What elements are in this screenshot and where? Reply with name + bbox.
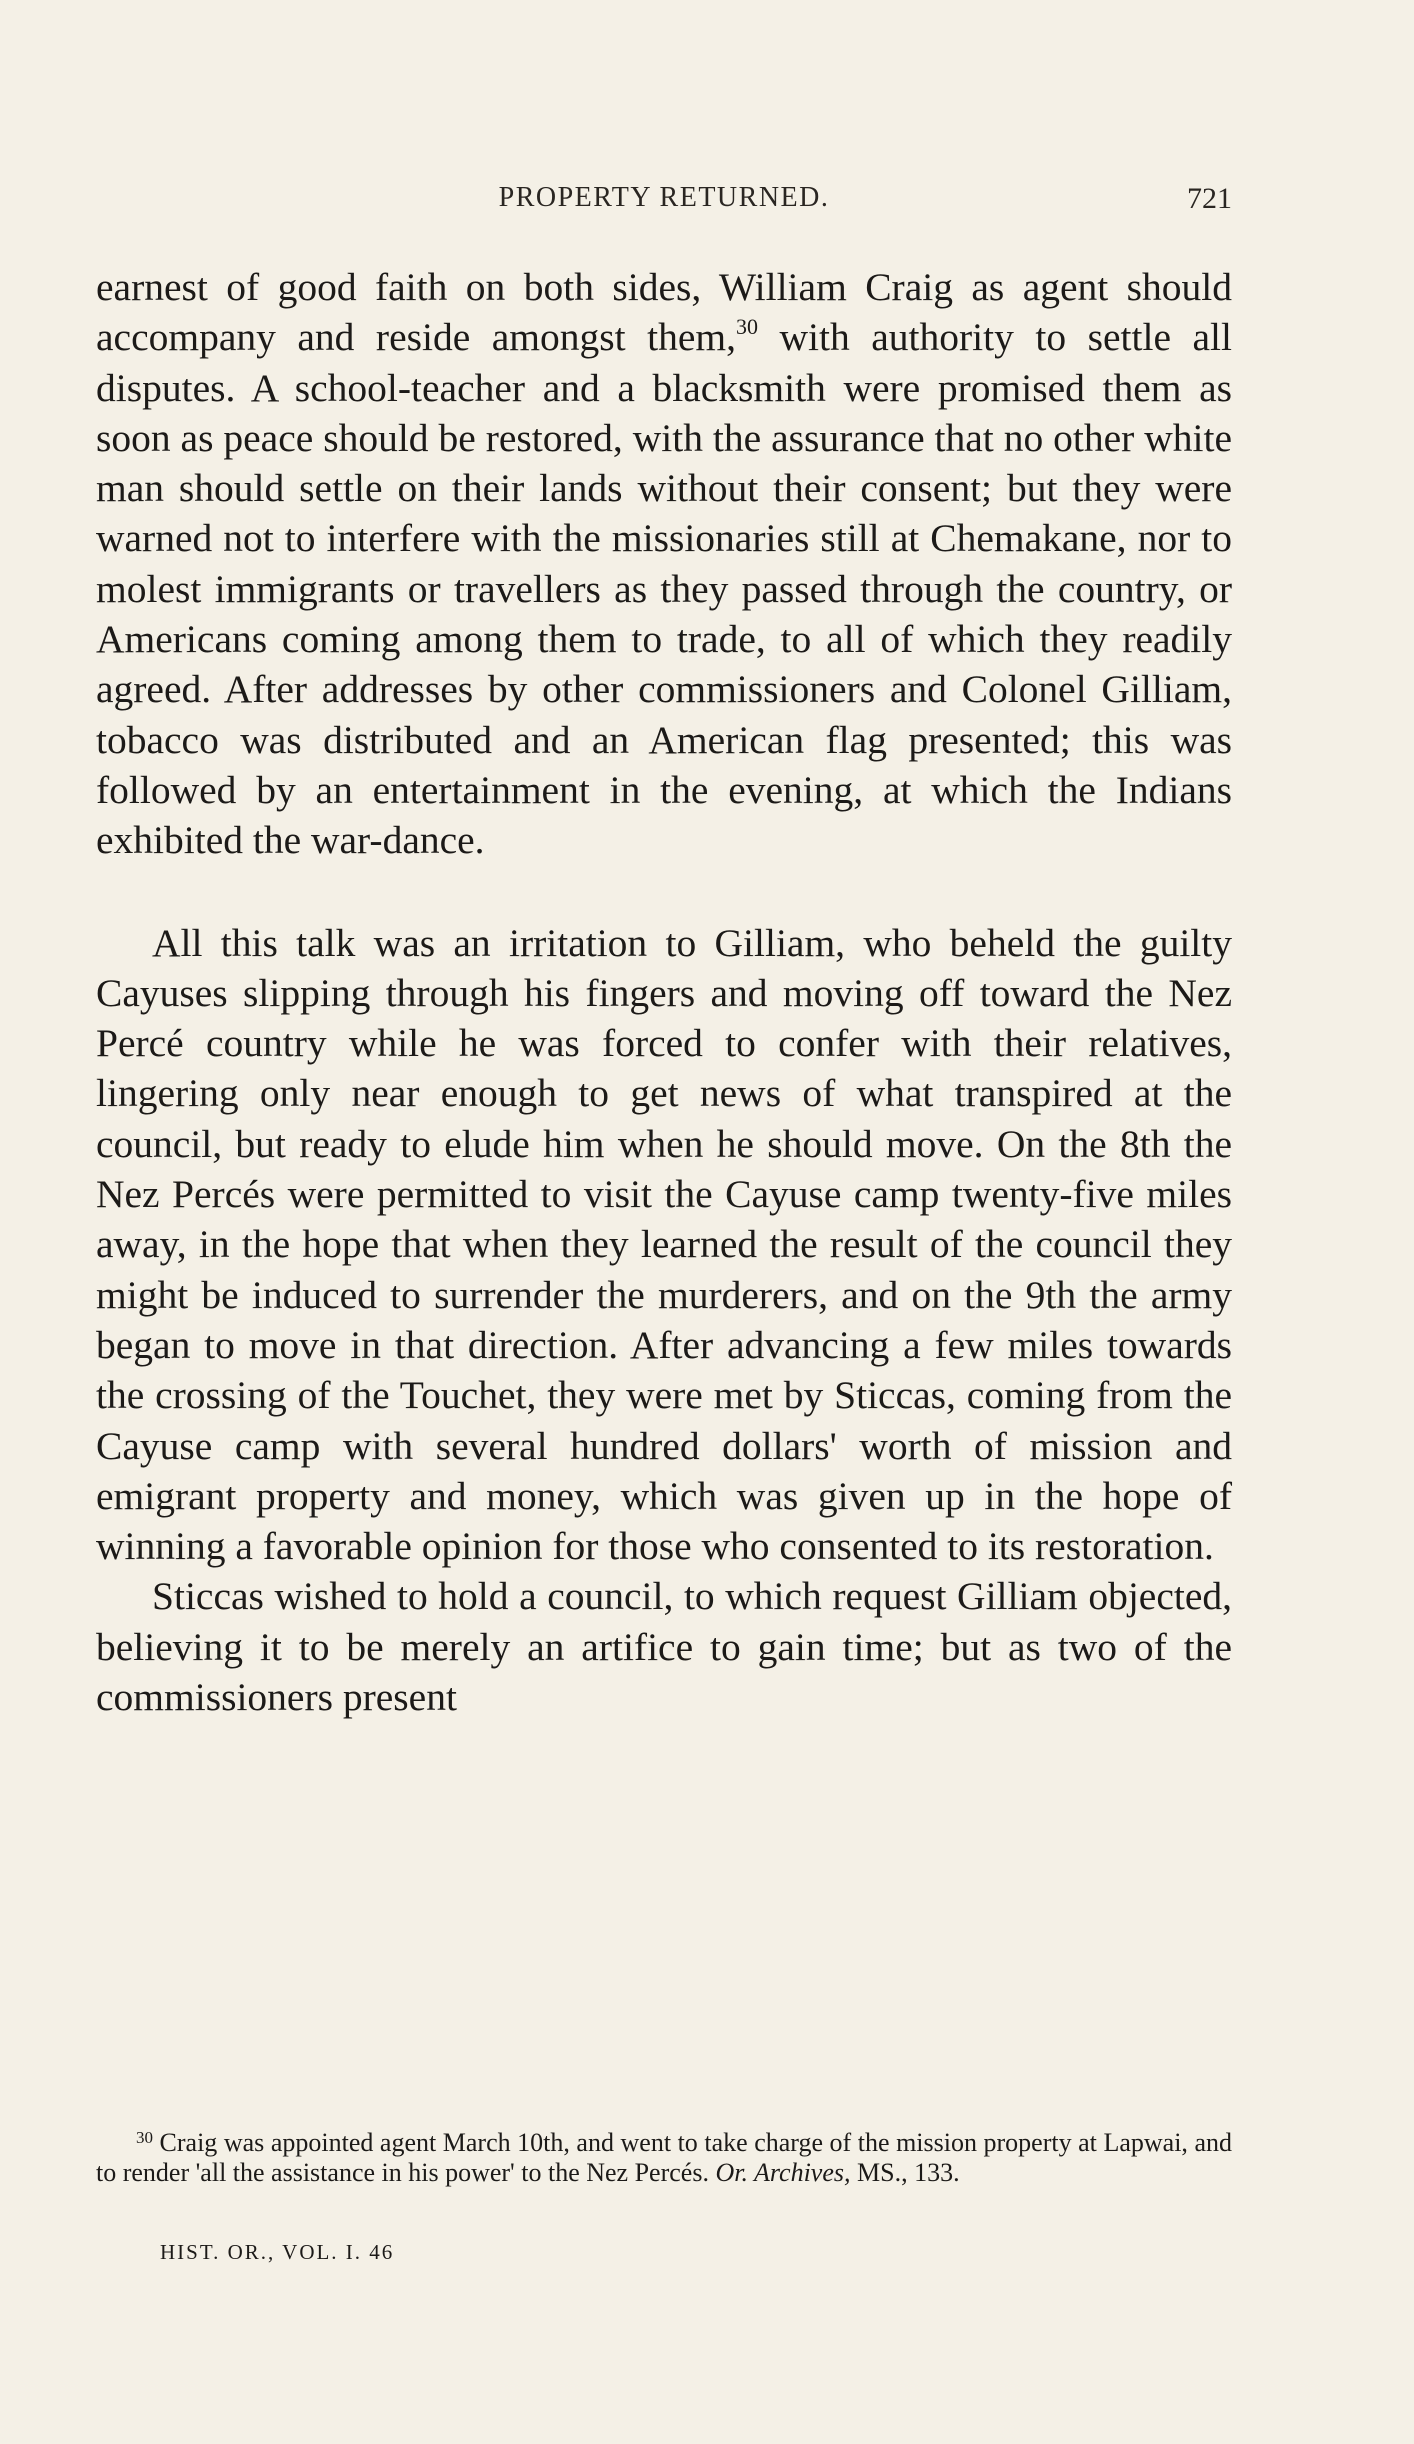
- paragraph-2: All this talk was an irritation to Gilliam, who beheld the guilty Cayuses slipping through his fingers and moving off toward the Nez Percé country while he was forced to confer with their relatives, lingering only near enough to get news of what transpired at the council, but ready to elude him when he should move. On the 8th the Nez Percés were permitted to visit the Cayuse camp twenty-five miles away, in the hope that when they learned the result of the council they might be induced to surrender the murderers, and on the 9th the army began to move in that direction. After advancing a few miles towards the crossing of the Touchet, they were met by Sticcas, coming from the Cayuse camp with several hundred dollars' worth of mission and emigrant property and money, which was given up in the hope of winning a favorable opinion for those who consented to its restoration.: [96, 920, 1232, 1569]
- footnote-30: [96, 2128, 1232, 2188]
- running-title: PROPERTY RETURNED.: [498, 182, 830, 213]
- page-number: 721: [1187, 182, 1232, 215]
- running-head: [96, 182, 1232, 222]
- paragraph-1: [96, 262, 1232, 866]
- footnote-source-title: Or. Archives,: [715, 2158, 851, 2187]
- body-text: [96, 262, 1232, 1722]
- footnote-reference-30: 30: [735, 314, 758, 340]
- paragraph-1-part-a: earnest of good faith on both sides, William Craig as agent should accompany and reside amongst them,: [96, 265, 1232, 360]
- paragraph-1-part-b: with authority to settle all disputes. A school-teacher and a blacksmith were promised them as soon as peace should be restored, with the assurance that no other white man should settle on their lands without their consent; but they were warned not to interfere with the missionaries still at Chemakane, nor to molest immigrants or travellers as they passed through the country, or Americans coming among them to trade, to all of which they readily agreed. After addresses by other commissioners and Colonel Gilliam, tobacco was distributed and an American flag presented; this was followed by an entertainment in the evening, at which the Indians exhibited the war-dance.: [96, 315, 1232, 863]
- paragraph-3: Sticcas wished to hold a council, to which request Gilliam objected, believing it to be merely an artifice to gain time; but as two of the commissioners present: [96, 1574, 1232, 1720]
- footnote-mark: 30: [136, 2128, 153, 2147]
- footnote-text: Craig was appointed agent March 10th, and went to take charge of the mission property at Lapwai, and to render 'all the assistance in his power' to the Nez Percés.: [96, 2128, 1232, 2187]
- footnotes: [96, 2128, 1232, 2188]
- footnote-source-rest: MS., 133.: [850, 2158, 960, 2187]
- signature-mark: HIST. OR., VOL. I. 46: [160, 2240, 395, 2264]
